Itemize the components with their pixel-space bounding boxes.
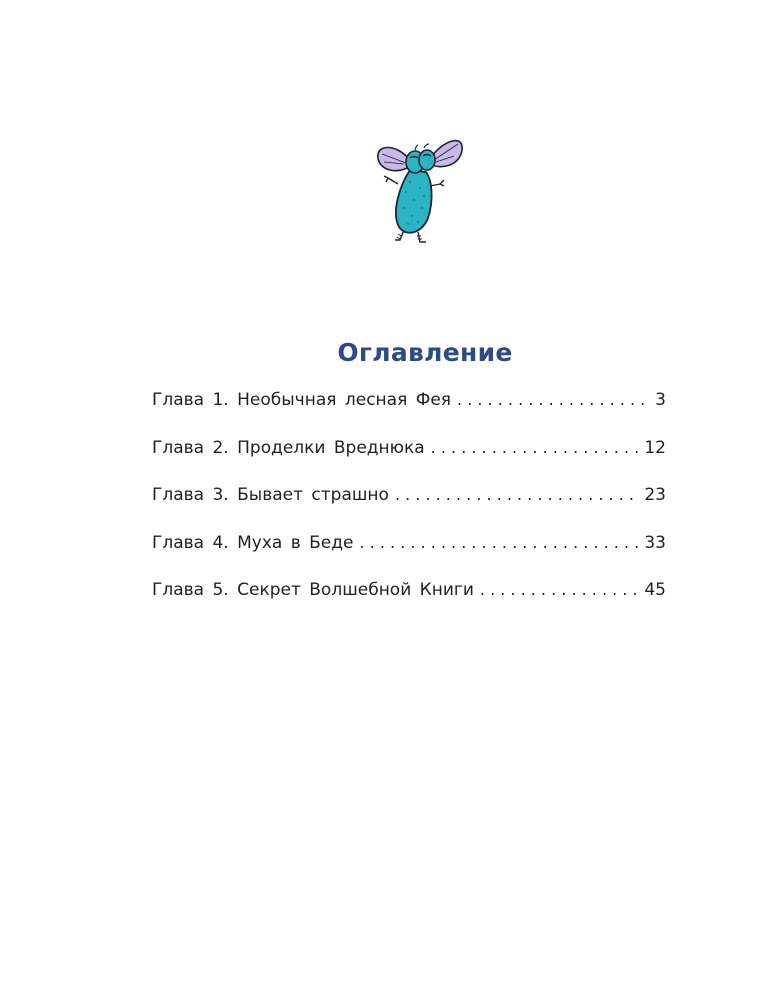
toc-leader-dots (395, 485, 640, 504)
toc-title: Оглавление (337, 338, 513, 367)
toc-chapter-title: Глава 5. Секрет Волшебной Книги (152, 580, 474, 600)
toc-leader-dots (457, 390, 648, 409)
toc-page-number: 12 (644, 437, 666, 458)
toc-leader-dots (431, 438, 641, 457)
toc-entry[interactable] (152, 390, 666, 438)
toc-entry[interactable] (152, 580, 666, 628)
toc-page-number: 23 (644, 485, 666, 505)
toc-entry[interactable] (152, 485, 666, 533)
toc-chapter-title: Глава 3. Бывает страшно (152, 485, 389, 505)
toc-page-number: 3 (655, 390, 666, 410)
toc-page-number: 33 (644, 532, 666, 553)
toc-chapter-title: Глава 2. Проделки Вреднюка (152, 437, 425, 458)
table-of-contents (152, 390, 666, 628)
toc-entry[interactable] (152, 533, 666, 581)
fly-character-icon (360, 130, 480, 250)
toc-leader-dots (480, 580, 640, 599)
toc-entry[interactable] (152, 438, 666, 486)
toc-chapter-title: Глава 4. Муха в Беде (152, 532, 354, 553)
toc-leader-dots (359, 533, 640, 552)
toc-page-number: 45 (644, 580, 666, 600)
toc-chapter-title: Глава 1. Необычная лесная Фея (152, 390, 452, 410)
